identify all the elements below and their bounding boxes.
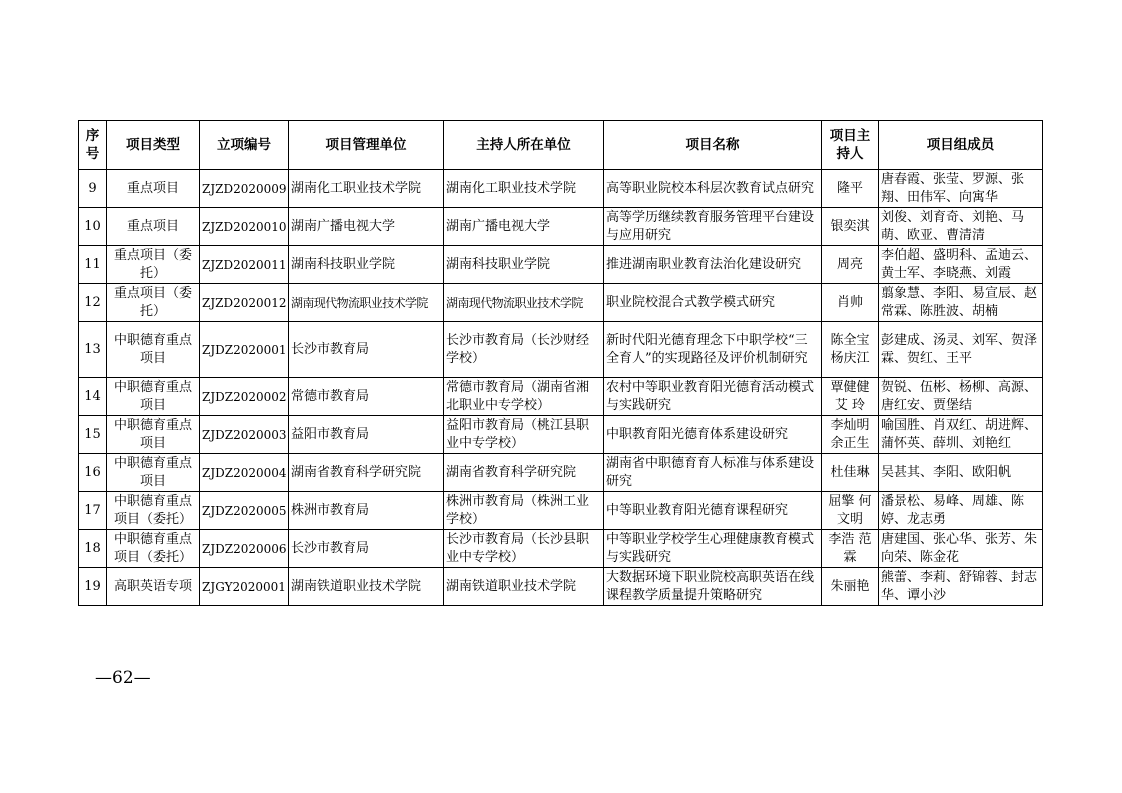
table-row <box>79 170 1043 208</box>
cell-type: 中职德育重点项目（委托） <box>107 492 200 530</box>
cell-code: ZJDZ2020005 <box>200 492 289 530</box>
cell-members: 李伯超、盛明科、孟迪云、黄士军、李晓燕、刘霞 <box>879 246 1043 284</box>
cell-no: 9 <box>79 170 107 208</box>
cell-unit: 益阳市教育局 <box>289 416 444 454</box>
cell-unit: 湖南化工职业技术学院 <box>289 170 444 208</box>
cell-no: 11 <box>79 246 107 284</box>
cell-no: 12 <box>79 284 107 322</box>
cell-host-unit: 株洲市教育局（株洲工业学校） <box>444 492 604 530</box>
cell-name: 湖南省中职德育育人标准与体系建设研究 <box>604 454 822 492</box>
cell-name: 高等学历继续教育服务管理平台建设与应用研究 <box>604 208 822 246</box>
cell-type: 中职德育重点项目 <box>107 322 200 378</box>
cell-type: 重点项目 <box>107 170 200 208</box>
table-row <box>79 322 1043 378</box>
cell-host: 隆平 <box>822 170 879 208</box>
cell-host-unit: 长沙市教育局（长沙县职业中专学校） <box>444 530 604 568</box>
cell-no: 19 <box>79 568 107 606</box>
cell-host-unit: 湖南科技职业学院 <box>444 246 604 284</box>
cell-unit: 长沙市教育局 <box>289 530 444 568</box>
cell-code: ZJDZ2020001 <box>200 322 289 378</box>
cell-code: ZJDZ2020006 <box>200 530 289 568</box>
cell-host: 李浩 范霖 <box>822 530 879 568</box>
header-code: 立项编号 <box>200 121 289 170</box>
header-unit: 项目管理单位 <box>289 121 444 170</box>
cell-unit: 长沙市教育局 <box>289 322 444 378</box>
cell-type: 中职德育重点项目 <box>107 416 200 454</box>
table-row <box>79 208 1043 246</box>
cell-members: 喻国胜、肖双红、胡进辉、蒲怀英、薛圳、刘艳红 <box>879 416 1043 454</box>
cell-type: 中职德育重点项目 <box>107 378 200 416</box>
project-table <box>78 120 1043 606</box>
cell-code: ZJZD2020012 <box>200 284 289 322</box>
cell-unit: 湖南省教育科学研究院 <box>289 454 444 492</box>
cell-name: 农村中等职业教育阳光德育活动模式与实践研究 <box>604 378 822 416</box>
cell-host: 屈擎 何文明 <box>822 492 879 530</box>
cell-host-unit: 湖南现代物流职业技术学院 <box>444 284 604 322</box>
table-row <box>79 492 1043 530</box>
cell-no: 16 <box>79 454 107 492</box>
cell-members: 唐建国、张心华、张芳、朱向荣、陈金花 <box>879 530 1043 568</box>
cell-members: 吴甚其、李阳、欧阳帆 <box>879 454 1043 492</box>
cell-unit: 常德市教育局 <box>289 378 444 416</box>
table-header-row <box>79 121 1043 170</box>
cell-name: 职业院校混合式教学模式研究 <box>604 284 822 322</box>
cell-no: 18 <box>79 530 107 568</box>
cell-name: 推进湖南职业教育法治化建设研究 <box>604 246 822 284</box>
table-row <box>79 378 1043 416</box>
cell-host: 覃健健 艾 玲 <box>822 378 879 416</box>
table-row <box>79 284 1043 322</box>
table-row <box>79 416 1043 454</box>
cell-unit: 湖南铁道职业技术学院 <box>289 568 444 606</box>
table-row <box>79 530 1043 568</box>
cell-unit: 湖南现代物流职业技术学院 <box>289 284 444 322</box>
cell-type: 中职德育重点项目（委托） <box>107 530 200 568</box>
cell-no: 15 <box>79 416 107 454</box>
cell-name: 中等职业教育阳光德育课程研究 <box>604 492 822 530</box>
table-row <box>79 454 1043 492</box>
header-no: 序号 <box>79 121 107 170</box>
cell-host: 李灿明 余正生 <box>822 416 879 454</box>
cell-host: 杜佳琳 <box>822 454 879 492</box>
cell-type: 中职德育重点项目 <box>107 454 200 492</box>
cell-host-unit: 益阳市教育局（桃江县职业中专学校） <box>444 416 604 454</box>
cell-name: 新时代阳光德育理念下中职学校“三全育人”的实现路径及评价机制研究 <box>604 322 822 378</box>
cell-no: 14 <box>79 378 107 416</box>
cell-unit: 湖南科技职业学院 <box>289 246 444 284</box>
cell-members: 翦象慧、李阳、易宣辰、赵常霖、陈胜波、胡楠 <box>879 284 1043 322</box>
header-host-unit: 主持人所在单位 <box>444 121 604 170</box>
table-row <box>79 246 1043 284</box>
header-name: 项目名称 <box>604 121 822 170</box>
cell-host: 陈全宝 杨庆江 <box>822 322 879 378</box>
cell-name: 高等职业院校本科层次教育试点研究 <box>604 170 822 208</box>
cell-code: ZJZD2020010 <box>200 208 289 246</box>
header-host: 项目主持人 <box>822 121 879 170</box>
table-row <box>79 568 1043 606</box>
cell-host-unit: 常德市教育局（湖南省湘北职业中专学校） <box>444 378 604 416</box>
cell-type: 重点项目（委托） <box>107 284 200 322</box>
cell-code: ZJDZ2020004 <box>200 454 289 492</box>
cell-host-unit: 湖南化工职业技术学院 <box>444 170 604 208</box>
cell-host-unit: 湖南广播电视大学 <box>444 208 604 246</box>
cell-name: 中职教育阳光德育体系建设研究 <box>604 416 822 454</box>
cell-no: 10 <box>79 208 107 246</box>
cell-no: 17 <box>79 492 107 530</box>
cell-host: 朱丽艳 <box>822 568 879 606</box>
cell-name: 中等职业学校学生心理健康教育模式与实践研究 <box>604 530 822 568</box>
cell-members: 贺锐、伍彬、杨柳、高源、唐红安、贾堡结 <box>879 378 1043 416</box>
cell-code: ZJDZ2020002 <box>200 378 289 416</box>
cell-code: ZJDZ2020003 <box>200 416 289 454</box>
header-members: 项目组成员 <box>879 121 1043 170</box>
cell-code: ZJZD2020011 <box>200 246 289 284</box>
cell-host: 肖帅 <box>822 284 879 322</box>
cell-host-unit: 湖南省教育科学研究院 <box>444 454 604 492</box>
cell-type: 高职英语专项 <box>107 568 200 606</box>
cell-unit: 湖南广播电视大学 <box>289 208 444 246</box>
cell-type: 重点项目（委托） <box>107 246 200 284</box>
cell-members: 潘景松、易峰、周雄、陈婷、龙志勇 <box>879 492 1043 530</box>
cell-host-unit: 长沙市教育局（长沙财经学校） <box>444 322 604 378</box>
cell-members: 彭建成、汤灵、刘军、贺泽霖、贺红、王平 <box>879 322 1043 378</box>
cell-code: ZJZD2020009 <box>200 170 289 208</box>
cell-code: ZJGY2020001 <box>200 568 289 606</box>
header-type: 项目类型 <box>107 121 200 170</box>
cell-host: 银奕淇 <box>822 208 879 246</box>
cell-unit: 株洲市教育局 <box>289 492 444 530</box>
cell-members: 熊蕾、李莉、舒锦蓉、封志华、谭小沙 <box>879 568 1043 606</box>
cell-host-unit: 湖南铁道职业技术学院 <box>444 568 604 606</box>
cell-type: 重点项目 <box>107 208 200 246</box>
cell-members: 刘俊、刘育奇、刘艳、马萌、欧亚、曹清清 <box>879 208 1043 246</box>
cell-no: 13 <box>79 322 107 378</box>
cell-host: 周亮 <box>822 246 879 284</box>
cell-members: 唐春霞、张莹、罗源、张翔、田伟军、向寓华 <box>879 170 1043 208</box>
page-number: —62— <box>95 668 151 688</box>
cell-name: 大数据环境下职业院校高职英语在线课程教学质量提升策略研究 <box>604 568 822 606</box>
